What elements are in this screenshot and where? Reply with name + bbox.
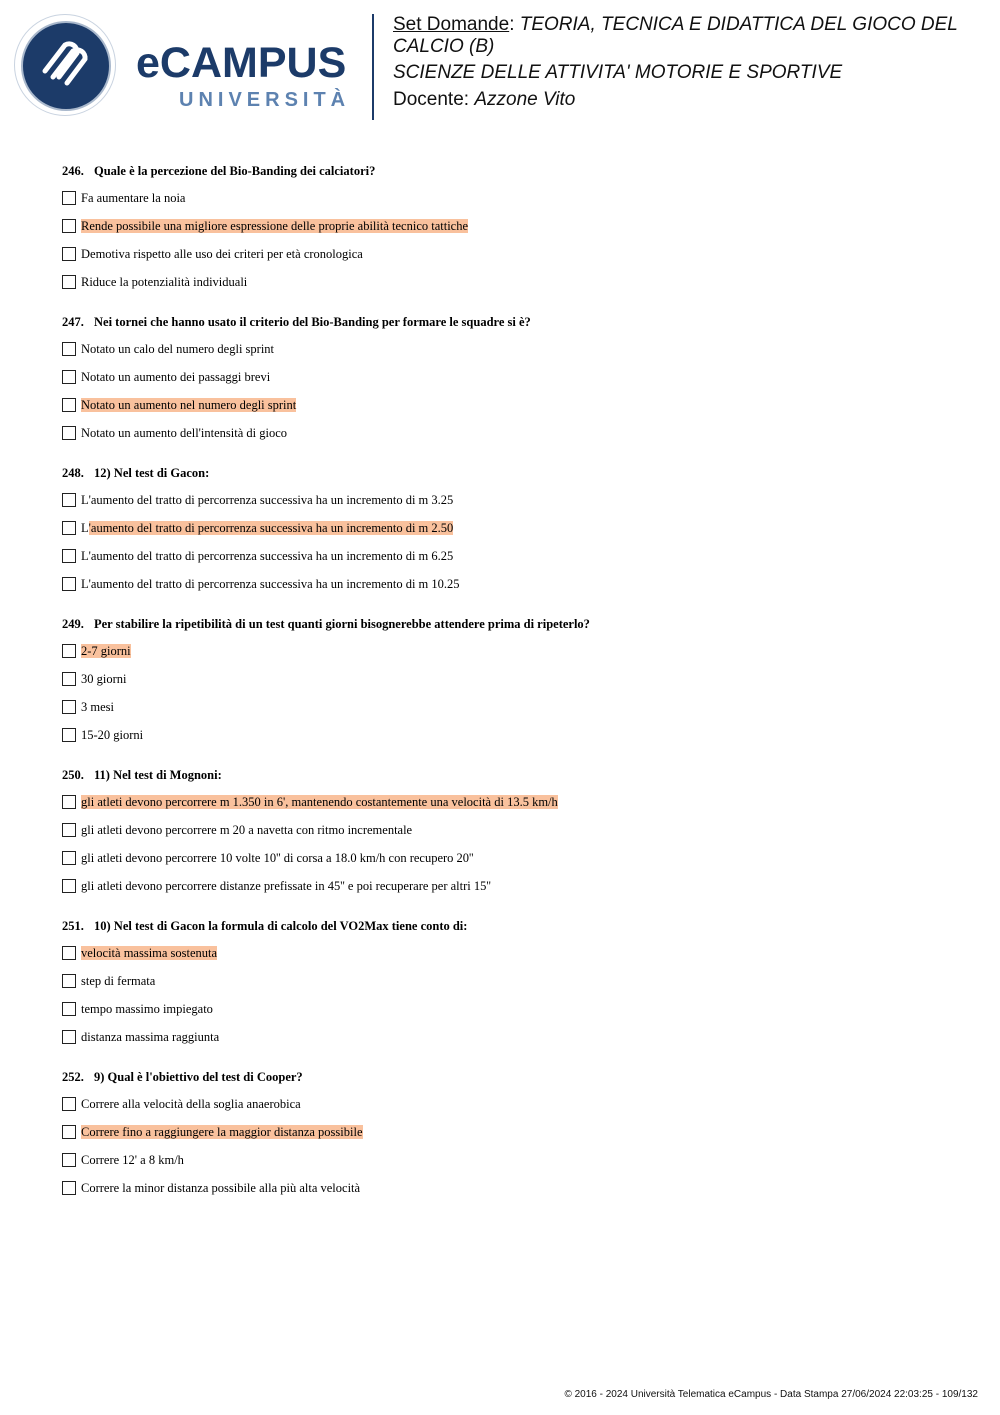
answer-option[interactable]: [62, 245, 962, 273]
answer-text-wrapper: [80, 850, 475, 866]
question-block: [62, 1069, 962, 1207]
ecampus-emblem-icon: [14, 14, 116, 116]
answer-text: Correre 12' a 8 km/h: [81, 1153, 184, 1167]
answer-text: Demotiva rispetto alle uso dei criteri per età cronologica: [81, 247, 363, 261]
answer-text-wrapper: [80, 1029, 220, 1045]
answer-text: Notato un aumento dei passaggi brevi: [81, 370, 271, 384]
answer-option[interactable]: [62, 189, 962, 217]
answer-option[interactable]: [62, 519, 962, 547]
brand-name: eCAMPUS: [136, 39, 347, 87]
answer-checkbox[interactable]: [62, 577, 76, 591]
answer-text-highlighted: Rende possibile una migliore espressione delle proprie abilità tecnico tattiche: [81, 219, 469, 233]
answer-checkbox[interactable]: [62, 370, 76, 384]
answer-option[interactable]: [62, 273, 962, 301]
answer-text: L'aumento del tratto di percorrenza successiva ha un incremento di m 10.25: [81, 577, 460, 591]
question-number: 248.: [62, 466, 84, 480]
answer-text-wrapper: [80, 397, 297, 413]
answer-option[interactable]: [62, 944, 962, 972]
answer-text-wrapper: [80, 727, 144, 743]
answer-checkbox[interactable]: [62, 851, 76, 865]
answer-option[interactable]: [62, 1000, 962, 1028]
answer-checkbox[interactable]: [62, 493, 76, 507]
answer-checkbox[interactable]: [62, 247, 76, 261]
answer-text-wrapper: [80, 1124, 364, 1140]
answer-text-wrapper: [80, 1152, 185, 1168]
answer-text-wrapper: [80, 822, 413, 838]
question-title: [62, 616, 962, 632]
answer-checkbox[interactable]: [62, 1125, 76, 1139]
question-text: Quale è la percezione del Bio-Banding dei calciatori?: [94, 164, 376, 178]
answer-text: 15-20 giorni: [81, 728, 144, 742]
answer-text: gli atleti devono percorrere 10 volte 10'' di corsa a 18.0 km/h con recupero 20'': [81, 851, 474, 865]
answer-text: gli atleti devono percorrere distanze prefissate in 45'' e poi recuperare per altri 15'': [81, 879, 491, 893]
answer-text-highlighted: Correre fino a raggiungere la maggior distanza possibile: [81, 1125, 363, 1139]
question-block: [62, 163, 962, 301]
question-block: [62, 465, 962, 603]
answer-text-highlighted: velocità massima sostenuta: [81, 946, 218, 960]
answer-text-wrapper: [80, 548, 454, 564]
docente-line: [393, 89, 983, 111]
answer-text-wrapper: [80, 576, 461, 592]
answer-text: tempo massimo impiegato: [81, 1002, 213, 1016]
answer-checkbox[interactable]: [62, 521, 76, 535]
question-block: [62, 918, 962, 1056]
question-title: [62, 314, 962, 330]
answer-text: Correre la minor distanza possibile alla più alta velocità: [81, 1181, 361, 1195]
answer-option[interactable]: [62, 1179, 962, 1207]
answer-text-highlighted: 2-7 giorni: [81, 644, 131, 658]
answer-checkbox[interactable]: [62, 879, 76, 893]
answer-checkbox[interactable]: [62, 672, 76, 686]
question-number: 250.: [62, 768, 84, 782]
answer-text-wrapper: [80, 425, 288, 441]
answer-option[interactable]: [62, 698, 962, 726]
answer-checkbox[interactable]: [62, 974, 76, 988]
question-title: [62, 918, 962, 934]
question-title: [62, 1069, 962, 1085]
question-text: 10) Nel test di Gacon la formula di calcolo del VO2Max tiene conto di:: [94, 919, 468, 933]
answer-text-highlighted: Notato un aumento nel numero degli sprint: [81, 398, 297, 412]
answer-checkbox[interactable]: [62, 1030, 76, 1044]
set-label: Set Domande: [393, 14, 510, 35]
answer-text-wrapper: [80, 699, 115, 715]
answer-option[interactable]: [62, 1123, 962, 1151]
answer-option[interactable]: [62, 670, 962, 698]
document-header: [393, 14, 983, 111]
answer-checkbox[interactable]: [62, 644, 76, 658]
answer-text-wrapper: [80, 1096, 302, 1112]
answer-checkbox[interactable]: [62, 549, 76, 563]
answer-checkbox[interactable]: [62, 275, 76, 289]
answer-checkbox[interactable]: [62, 191, 76, 205]
answer-text: L'aumento del tratto di percorrenza successiva ha un incremento di m 3.25: [81, 493, 454, 507]
question-number: 252.: [62, 1070, 84, 1084]
answer-option[interactable]: [62, 217, 962, 245]
question-title: [62, 465, 962, 481]
answer-text-wrapper: [80, 671, 127, 687]
answer-option[interactable]: [62, 424, 962, 452]
answer-text-wrapper: [80, 190, 186, 206]
answer-text-wrapper: [80, 520, 454, 536]
question-text: Per stabilire la ripetibilità di un test quanti giorni bisognerebbe attendere prima di ripeterlo?: [94, 617, 590, 631]
header-divider: [372, 14, 374, 120]
answer-checkbox[interactable]: [62, 1153, 76, 1167]
answer-option[interactable]: [62, 368, 962, 396]
answer-checkbox[interactable]: [62, 795, 76, 809]
question-title: [62, 767, 962, 783]
answer-option[interactable]: [62, 491, 962, 519]
answer-text: distanza massima raggiunta: [81, 1030, 220, 1044]
question-text: 11) Nel test di Mognoni:: [94, 768, 222, 782]
answer-text-highlighted: gli atleti devono percorrere m 1.350 in 6', mantenendo costantemente una velocità di 13.5 km/h: [81, 795, 558, 809]
question-title: [62, 163, 962, 179]
question-block: [62, 616, 962, 754]
question-number: 249.: [62, 617, 84, 631]
answer-text-wrapper: [80, 794, 559, 810]
answer-text: 3 mesi: [81, 700, 114, 714]
brand-subtitle: UNIVERSITÀ: [179, 89, 351, 111]
answer-text: Riduce la potenzialità individuali: [81, 275, 248, 289]
question-text: 9) Qual è l'obiettivo del test di Cooper?: [94, 1070, 303, 1084]
question-number: 251.: [62, 919, 84, 933]
page-footer: © 2016 - 2024 Università Telematica eCampus - Data Stampa 27/06/2024 22:03:25 - 109/132: [564, 1389, 978, 1400]
answer-text: L'aumento del tratto di percorrenza successiva ha un incremento di m 6.25: [81, 549, 454, 563]
answer-option[interactable]: [62, 1095, 962, 1123]
answer-option[interactable]: [62, 396, 962, 424]
question-block: [62, 314, 962, 452]
answer-text-wrapper: [80, 643, 132, 659]
answer-checkbox[interactable]: [62, 426, 76, 440]
answer-text-highlighted: 'aumento del tratto di percorrenza successiva ha un incremento di m 2.50: [88, 521, 454, 535]
answer-checkbox[interactable]: [62, 342, 76, 356]
answer-text-wrapper: [80, 945, 218, 961]
answer-checkbox[interactable]: [62, 823, 76, 837]
answer-text-wrapper: [80, 218, 469, 234]
answer-option[interactable]: [62, 1151, 962, 1179]
question-number: 246.: [62, 164, 84, 178]
set-line: Set Domande: TEORIA, TECNICA E DIDATTICA DEL GIOCO DEL CALCIO (B): [393, 14, 958, 57]
answer-text-wrapper: [80, 1001, 214, 1017]
answer-option[interactable]: [62, 793, 962, 821]
answer-option[interactable]: [62, 972, 962, 1000]
answer-option[interactable]: [62, 642, 962, 670]
answer-text-wrapper: [80, 973, 156, 989]
answer-text-wrapper: [80, 1180, 361, 1196]
answer-checkbox[interactable]: [62, 1097, 76, 1111]
degree-name: SCIENZE DELLE ATTIVITA' MOTORIE E SPORTIVE: [393, 62, 843, 83]
answer-text: Correre alla velocità della soglia anaerobica: [81, 1097, 301, 1111]
answer-checkbox[interactable]: [62, 219, 76, 233]
course-title: TEORIA, TECNICA E DIDATTICA DEL GIOCO DEL CALCIO (B): [393, 14, 958, 57]
answer-option[interactable]: [62, 726, 962, 754]
answer-checkbox[interactable]: [62, 1002, 76, 1016]
answer-option[interactable]: [62, 849, 962, 877]
answer-checkbox[interactable]: [62, 700, 76, 714]
answer-text-wrapper: [80, 246, 364, 262]
ecampus-logo: [14, 14, 358, 116]
answer-text-prefix: L: [81, 521, 89, 535]
answer-checkbox[interactable]: [62, 1181, 76, 1195]
answer-checkbox[interactable]: [62, 728, 76, 742]
answer-text-wrapper: [80, 492, 454, 508]
answer-checkbox[interactable]: [62, 398, 76, 412]
answer-checkbox[interactable]: [62, 946, 76, 960]
answer-option[interactable]: [62, 877, 962, 905]
answer-text-wrapper: [80, 369, 271, 385]
answer-text: gli atleti devono percorrere m 20 a navetta con ritmo incrementale: [81, 823, 413, 837]
question-block: [62, 767, 962, 905]
answer-text: Notato un calo del numero degli sprint: [81, 342, 275, 356]
answer-text: step di fermata: [81, 974, 156, 988]
answer-option[interactable]: [62, 575, 962, 603]
answer-option[interactable]: [62, 547, 962, 575]
answer-text-wrapper: [80, 274, 248, 290]
docente-label: Docente:: [393, 89, 475, 110]
question-number: 247.: [62, 315, 84, 329]
answer-text: Fa aumentare la noia: [81, 191, 186, 205]
answer-text-wrapper: [80, 341, 275, 357]
answer-text: Notato un aumento dell'intensità di gioco: [81, 426, 288, 440]
docente-name: Azzone Vito: [474, 89, 576, 110]
question-text: 12) Nel test di Gacon:: [94, 466, 210, 480]
answer-option[interactable]: [62, 1028, 962, 1056]
question-text: Nei tornei che hanno usato il criterio del Bio-Banding per formare le squadre si è?: [94, 315, 531, 329]
answer-text-wrapper: [80, 878, 492, 894]
answer-text: 30 giorni: [81, 672, 127, 686]
answer-option[interactable]: [62, 821, 962, 849]
answer-option[interactable]: [62, 340, 962, 368]
